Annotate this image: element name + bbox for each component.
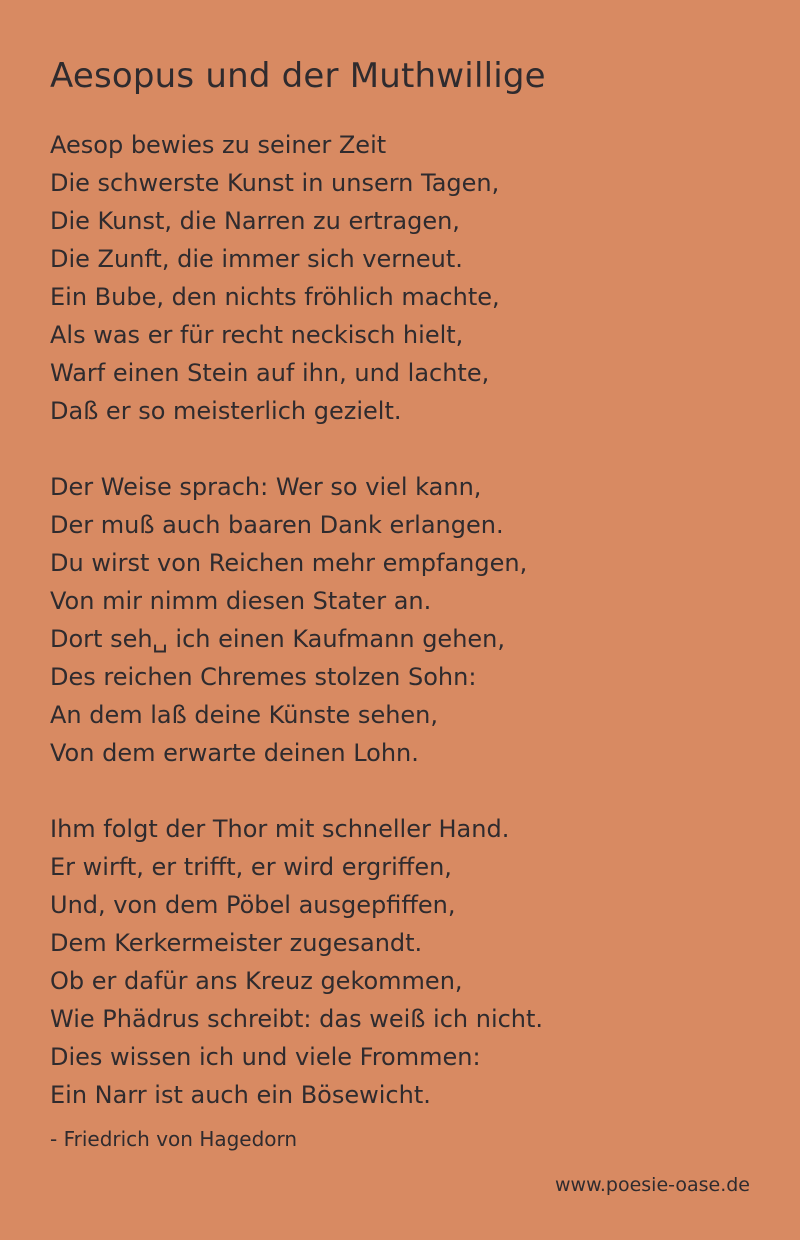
poem-line: An dem laß deine Künste sehen,: [50, 701, 439, 729]
poem-line: Der muß auch baaren Dank erlangen.: [50, 511, 504, 539]
poem-line: Der Weise sprach: Wer so viel kann,: [50, 473, 482, 501]
stanza-1: [50, 126, 750, 430]
poem-title: Aesopus und der Muthwillige: [50, 56, 546, 96]
stanza-break: [50, 430, 750, 468]
poem-line: Und, von dem Pöbel ausgepfiffen,: [50, 891, 456, 919]
poem-line: Die Zunft, die immer sich verneut.: [50, 245, 463, 273]
poem-line: Dies wissen ich und viele Frommen:: [50, 1043, 481, 1071]
poem-line: Als was er für recht neckisch hielt,: [50, 321, 464, 349]
stanza-3: [50, 810, 750, 1114]
poem-line: Von dem erwarte deinen Lohn.: [50, 739, 419, 767]
poem-line: Warf einen Stein auf ihn, und lachte,: [50, 359, 490, 387]
poem-body: [50, 126, 750, 1114]
poem-line: Des reichen Chremes stolzen Sohn:: [50, 663, 477, 691]
stanza-break: [50, 772, 750, 810]
poem-line: Von mir nimm diesen Stater an.: [50, 587, 432, 615]
stanza-2: [50, 468, 750, 772]
poem-line: Dort seh␣ ich einen Kaufmann gehen,: [50, 625, 506, 653]
poem-line: Dem Kerkermeister zugesandt.: [50, 929, 423, 957]
poem-author: - Friedrich von Hagedorn: [50, 1127, 298, 1151]
poem-line: Wie Phädrus schreibt: das weiß ich nicht.: [50, 1005, 544, 1033]
source-url: www.poesie-oase.de: [554, 1174, 750, 1196]
poem-line: Ein Narr ist auch ein Bösewicht.: [50, 1081, 431, 1109]
poem-line: Ob er dafür ans Kreuz gekommen,: [50, 967, 463, 995]
poem-line: Du wirst von Reichen mehr empfangen,: [50, 549, 528, 577]
poem-line: Ihm folgt der Thor mit schneller Hand.: [50, 815, 510, 843]
poem-line: Er wirft, er trifft, er wird ergriffen,: [50, 853, 452, 881]
poem-line: Daß er so meisterlich gezielt.: [50, 397, 402, 425]
poem-line: Aesop bewies zu seiner Zeit: [50, 131, 387, 159]
poem-line: Die Kunst, die Narren zu ertragen,: [50, 207, 460, 235]
poem-line: Die schwerste Kunst in unsern Tagen,: [50, 169, 500, 197]
poem-line: Ein Bube, den nichts fröhlich machte,: [50, 283, 500, 311]
